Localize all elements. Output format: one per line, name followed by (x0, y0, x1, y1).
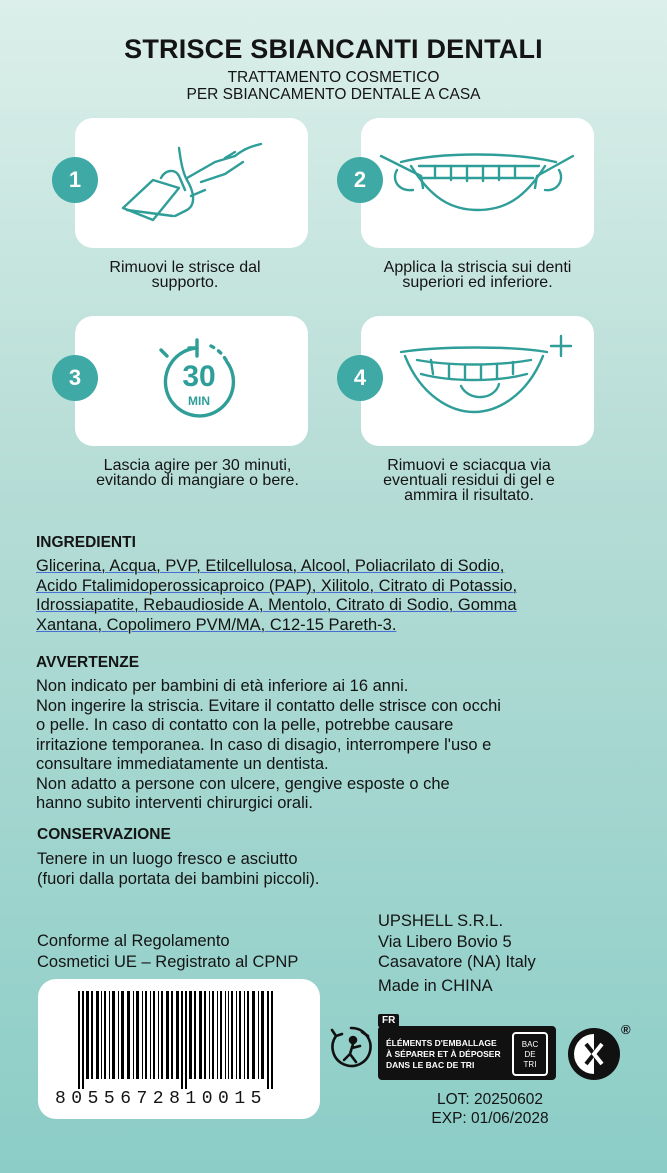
storage-text (37, 850, 637, 889)
step-caption-3 (60, 458, 335, 488)
barcode-bar (189, 991, 192, 1079)
subtitle-line: PER SBIANCAMENTO DENTALE A CASA (186, 86, 481, 103)
compliance-line: Conforme al Regolamento (37, 932, 230, 950)
apply-strip-teeth-icon (361, 118, 594, 248)
info-tri-badge (378, 1014, 556, 1080)
product-subtitle (0, 69, 667, 103)
barcode-bar (271, 991, 273, 1089)
barcode-bar (199, 991, 202, 1079)
barcode-bar (161, 991, 163, 1079)
compliance-line: Cosmetici UE – Registrato al CPNP (37, 952, 299, 971)
recycle-bin-icon (512, 1032, 548, 1076)
warnings-line: Non ingerire la striscia. Evitare il contatto delle strisce con occhi (36, 696, 501, 715)
barcode-bar (217, 991, 218, 1079)
barcode-bars (76, 991, 286, 1089)
barcode-bar (244, 991, 245, 1079)
timer-value: 30 (182, 360, 216, 393)
barcode-bar (136, 991, 139, 1079)
step-badge-4: 4 (337, 355, 383, 401)
ingredients-line: Glicerina, Acqua, PVP, Etilcellulosa, Alcool, Poliacrilato di Sodio, (36, 557, 505, 575)
barcode-bar (231, 991, 233, 1079)
lot-number: LOT: 20250602 (436, 1091, 543, 1108)
barcode-bar (181, 991, 183, 1089)
barcode-bar (121, 991, 124, 1079)
compliance-text (37, 931, 298, 972)
barcode-bar (267, 991, 269, 1089)
barcode-bar (225, 991, 226, 1079)
bin-line: TRI (523, 1060, 537, 1069)
warnings-line: o pelle. In caso di contatto con la pelle, potrebbe causare (36, 716, 454, 734)
warnings-text (36, 677, 636, 814)
barcode-bar (236, 991, 237, 1079)
company-name: UPSHELL S.R.L. (378, 912, 504, 930)
caption-line: eventuali residui di gel e (383, 472, 555, 489)
barcode-bar (212, 991, 214, 1079)
barcode-bar (91, 991, 93, 1079)
barcode-bar (261, 991, 264, 1079)
step-card-4 (361, 316, 594, 446)
ingredients-line: Acido Ftalimidoperossicaproico (PAP), Xilitolo, Citrato di Potassio, (36, 576, 518, 595)
timer-unit: MIN (188, 394, 210, 408)
barcode-bar (101, 991, 102, 1079)
company-street: Via Libero Bovio 5 (378, 932, 512, 951)
barcode-bar (252, 991, 255, 1079)
bin-line: DE (524, 1050, 536, 1059)
barcode-bar (142, 991, 143, 1079)
step-caption-1 (60, 260, 310, 290)
step-badge-1: 1 (52, 157, 98, 203)
company-city: Casavatore (NA) Italy (378, 953, 536, 971)
bin-line: BAC (521, 1040, 539, 1049)
registered-mark: ® (621, 1022, 631, 1037)
storage-heading: CONSERVAZIONE (37, 826, 171, 843)
peel-strip-icon (75, 118, 308, 248)
smile-sparkle-icon (361, 316, 594, 446)
caption-line: Lascia agire per 30 minuti, (103, 457, 292, 474)
barcode-bar (258, 991, 259, 1079)
step-card-3 (75, 316, 308, 446)
barcode-bar (150, 991, 151, 1079)
caption-line: superiori ed inferiore. (402, 274, 553, 291)
barcode-bar (166, 991, 169, 1079)
barcode-bar (86, 991, 89, 1079)
barcode-bar (145, 991, 147, 1079)
caption-line: Applica la striscia sui denti (383, 259, 572, 276)
warnings-line: Non indicato per bambini di età inferiore ai 16 anni. (36, 677, 409, 695)
barcode-bar (239, 991, 241, 1079)
info-tri-line: À SÉPARER ET À DÉPOSER (386, 1049, 501, 1059)
barcode-box (38, 979, 320, 1119)
step-card-2 (361, 118, 594, 248)
ingredients-line: Idrossiapatite, Rebaudioside A, Mentolo, Citrato di Sodio, Gomma (36, 596, 517, 614)
barcode-bar (204, 991, 206, 1079)
storage-line: Tenere in un luogo fresco e asciutto (37, 850, 298, 868)
green-dot-icon (566, 1026, 622, 1082)
info-tri-line: ÉLÉMENTS D'EMBALLAGE (386, 1038, 497, 1048)
product-title: STRISCE SBIANCANTI DENTALI (124, 34, 543, 64)
barcode-bar (133, 991, 134, 1079)
warnings-line: consultare immediatamente un dentista. (36, 755, 329, 773)
step-badge-2: 2 (337, 157, 383, 203)
info-tri-text (386, 1038, 506, 1071)
caption-line: ammira il risultato. (404, 487, 534, 504)
barcode-bar (104, 991, 106, 1079)
barcode-bar (220, 991, 222, 1079)
caption-line: Rimuovi le strisce dal (109, 259, 261, 276)
step-badge-3: 3 (52, 355, 98, 401)
barcode-bar (112, 991, 115, 1079)
caption-line: supporto. (151, 274, 219, 291)
barcode-bar (228, 991, 229, 1079)
barcode-bar (82, 991, 84, 1089)
caption-line: evitando di mangiare o bere. (96, 472, 299, 489)
barcode-bar (118, 991, 119, 1079)
ingredients-list (36, 557, 636, 635)
ingredients-line: Xantana, Copolimero PVM/MA, C12-15 Pareth-3. (36, 615, 397, 634)
warnings-heading: AVVERTENZE (36, 654, 140, 671)
country-tag: FR (378, 1014, 399, 1027)
barcode-number: 8055672810015 (55, 1089, 267, 1109)
barcode-bar (194, 991, 196, 1079)
step-caption-4 (340, 458, 598, 503)
caption-line: Rimuovi e sciacqua via (387, 457, 551, 474)
barcode-bar (158, 991, 159, 1079)
step-card-1 (75, 118, 308, 248)
barcode-bar (185, 991, 187, 1089)
barcode-bar (176, 991, 179, 1079)
storage-line: (fuori dalla portata dei bambini piccoli). (37, 869, 320, 888)
step-caption-2 (340, 260, 615, 290)
warnings-line: Non adatto a persone con ulcere, gengive esposte o che (36, 774, 450, 793)
info-tri-line: DANS LE BAC DE TRI (386, 1060, 475, 1070)
barcode-bar (209, 991, 210, 1079)
expiry-date: EXP: 01/06/2028 (431, 1110, 549, 1127)
subtitle-line: TRATTAMENTO COSMETICO (227, 69, 440, 86)
warnings-line: hanno subito interventi chirurgici orali. (36, 794, 313, 812)
barcode-bar (78, 991, 80, 1089)
batch-info (420, 1090, 560, 1128)
barcode-bar (127, 991, 130, 1079)
warnings-line: irritazione temporanea. In caso di disagio, interrompere l'uso e (36, 735, 492, 754)
barcode-bar (153, 991, 155, 1079)
triman-recycle-icon (328, 1024, 374, 1070)
barcode-bar (171, 991, 173, 1079)
ingredients-heading: INGREDIENTI (36, 534, 136, 551)
barcode-bar (109, 991, 110, 1079)
barcode-bar (96, 991, 99, 1079)
company-info (378, 911, 536, 996)
company-origin: Made in CHINA (378, 976, 493, 995)
barcode-bar (247, 991, 249, 1079)
